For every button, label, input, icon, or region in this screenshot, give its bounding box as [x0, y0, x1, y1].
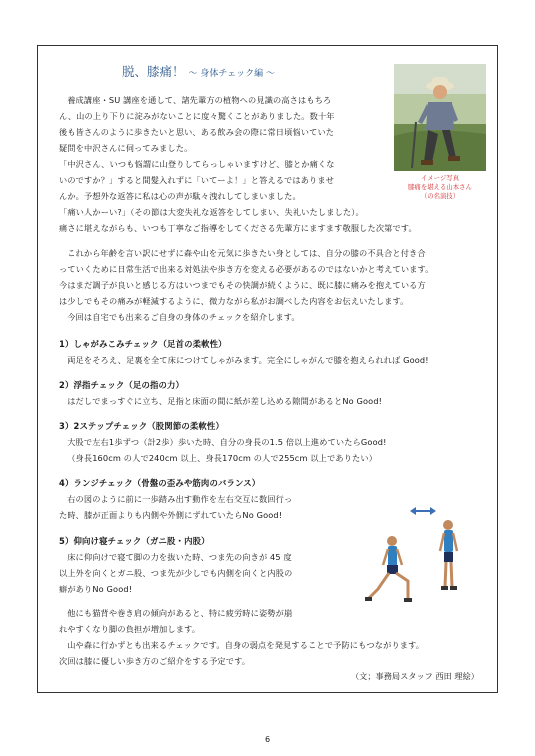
text-line: んか。予想外な返答に私は心の声が駄々洩れしてしまいました。 — [59, 191, 301, 201]
check-5 — [59, 533, 292, 597]
text-line: 癖がありNo Good! — [59, 584, 133, 594]
text-line: いのですか？」すると間髪入れずに「いてーよ！」と答えるではありませ — [59, 175, 335, 185]
text-line: 今回は自宅でも出来るご自身の身体のチェックを紹介します。 — [67, 312, 300, 322]
closing-paragraph — [59, 605, 424, 669]
text-line: これから年齢を言い訳にせずに森や山を元気に歩きたい身としては、自分の膝の不具合と付き合 — [67, 248, 426, 258]
check-heading: 5）仰向け寝チェック（ガニ股・内股） — [59, 536, 210, 546]
text-line: （身長160cm の人で240cm 以上、身長170cm の人で255cm 以上でありたい） — [67, 453, 378, 463]
text-line: 他にも猫背や巻き肩の傾向があると、特に疲労時に姿勢が崩 — [67, 608, 293, 618]
check-heading: 4）ランジチェック（骨盤の歪みや筋肉のバランス） — [59, 478, 261, 488]
text-line: 「痛い人かーい?」（その節は大変失礼な返答をしてしまい、失礼いたしました）。 — [59, 207, 364, 217]
caption-line: 膝痛を堪える山本さん — [408, 183, 472, 191]
article-title — [122, 62, 382, 82]
body-paragraph — [59, 245, 434, 325]
text-line: 右の図のように前に一歩踏み出す動作を左右交互に数回行っ — [67, 494, 293, 504]
check-heading: 2）浮指チェック（足の指の力） — [59, 380, 185, 390]
text-line: た時、膝が正面よりも内側や外側にずれていたらNo Good! — [59, 510, 283, 520]
check-2 — [59, 377, 382, 409]
text-line: っていくために日常生活で出来る対処法や歩き方を変える必要があるのではないかと考えています。 — [59, 264, 434, 274]
text-line: は少しでもその痛みが軽減するように、微力ながら私がお調べした内容をお伝えいたします。 — [59, 296, 409, 306]
intro-paragraph — [59, 92, 417, 236]
text-line: 床に仰向けで寝て脚の力を抜いた時、つま先の向きが 45 度 — [67, 552, 292, 562]
text-line: れやすくなり脚の負担が増加します。 — [59, 624, 201, 634]
text-line: ん、山の上り下りに淀みがないことに度々驚くことがありました。数十年 — [59, 111, 335, 121]
check-heading: 3）2ステップチェック（股関節の柔軟性） — [59, 421, 224, 431]
text-line: 疑問を中沢さんに伺ってみました。 — [59, 143, 193, 153]
check-1 — [59, 336, 429, 368]
text-line: 次回は膝に優しい歩き方のご紹介をする予定です。 — [59, 656, 251, 666]
title-sub: ～ 身体チェック編 ～ — [188, 69, 275, 79]
lunge-figure — [364, 503, 484, 613]
text-line: はだしでまっすぐに立ち、足指と床面の間に紙が差し込める隙間があるとNo Good! — [67, 396, 383, 406]
text-line: 「中沢さん、いつも悩謂に山登りしてらっしゃいますけど、膝とか痛くな — [59, 159, 335, 169]
check-heading: 1）しゃがみこみチェック（足首の柔軟性） — [59, 339, 227, 349]
caption-line: イメージ写真 — [420, 174, 460, 182]
text-line: 痛さに堪えながらも、いつも丁寧なご指導をしてくださる先輩方にますます敬服した次第です。 — [59, 223, 417, 233]
text-line: 養成講座・SU 講座を通して、諸先輩方の植物への見識の高さはもちろ — [67, 95, 332, 105]
check-3 — [59, 418, 387, 466]
check-4 — [59, 475, 292, 523]
page-number: 6 — [264, 735, 271, 744]
text-line: 山や森に行かずとも出来るチェックです。自身の弱点を発見することで予防にもつながります。 — [67, 640, 425, 650]
author-signature: （文；事務局スタッフ 西田 理絵） — [350, 671, 479, 681]
text-line: 両足をそろえ、足裏を全て床につけてしゃがみます。完全にしゃがんで膝を抱えられれば Good! — [67, 355, 429, 365]
text-line: 今はまだ調子が良いと感じる方はいつまでもその快調が続くように、既に膝に痛みを抱えている方 — [59, 280, 426, 290]
text-line: 後も皆さんのように歩きたいと思い、ある飲み会の際に常日頃悩いていた — [59, 127, 335, 137]
text-line: 大股で左右1歩ずつ（計2歩）歩いた時、自分の身長の1.5 倍以上進めていたらGood! — [67, 437, 387, 447]
text-line: 以上外を向くとガニ股、つま先が少しでも内側を向くと内股の — [59, 568, 293, 578]
caption-line: （の名演技） — [420, 192, 460, 200]
title-main: 脱、膝痛！ — [122, 64, 185, 79]
